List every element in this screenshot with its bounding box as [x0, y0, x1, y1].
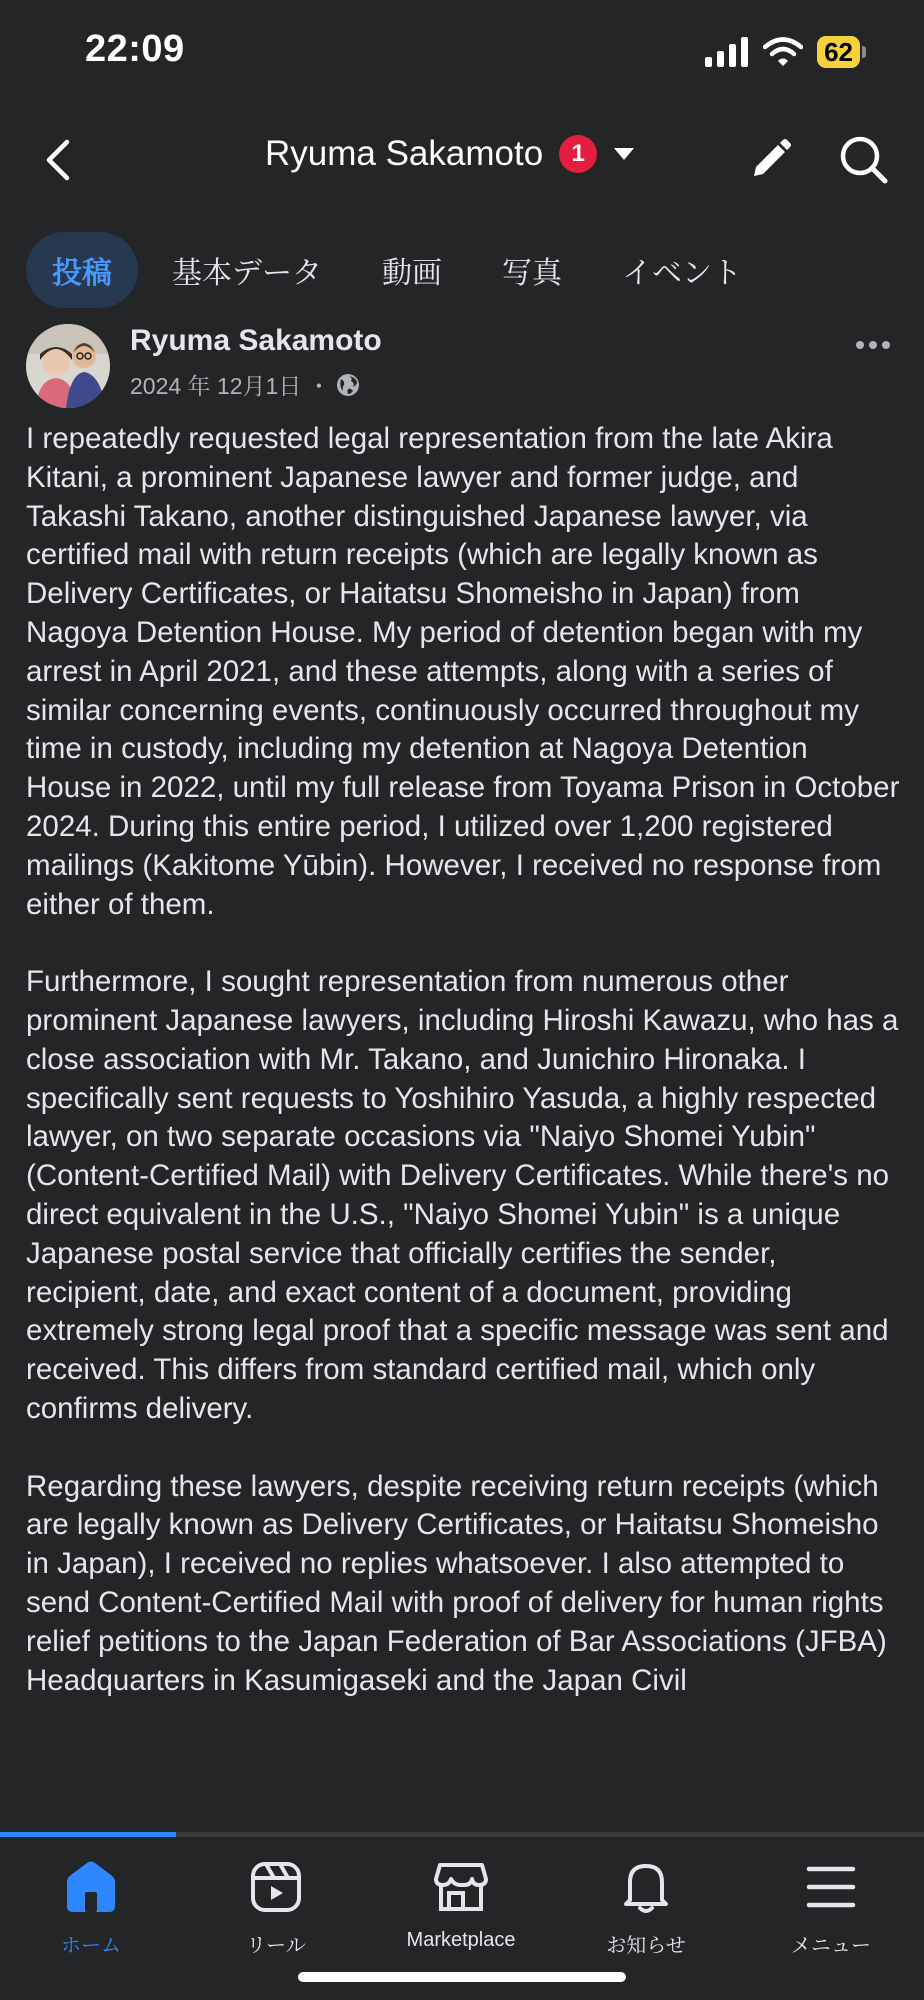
post-paragraph: I repeatedly requested legal representation from the late Akira Kitani, a prominent Japanese lawyer and former judge, and Takashi Takano, another distinguished Japanese lawyer, via certified mail with return receipts (which are legally known as Delivery Certificates, or Haitatsu Shomeisho in Japan) from Nagoya Detention House. My period of detention began with my arrest in April 2021, and these attempts, along with a series of similar concerning events, continuously occurred throughout my time in custody, including my detention at Nagoya Detention House in 2022, until my full release from Toyama Prison in October 2024. During this entire period, I utilized over 1,200 registered mailings (Kakitome Yūbin). However, I received no response from either of them.	[26, 422, 900, 921]
caret-down-icon	[613, 147, 635, 161]
post-date[interactable]: 2024 年 12月1日	[130, 373, 302, 399]
battery-tip	[862, 46, 866, 58]
meta-separator: ・	[307, 373, 331, 399]
edit-button[interactable]	[744, 134, 796, 186]
profile-tabs	[26, 232, 776, 308]
battery-indicator	[817, 36, 866, 68]
search-button[interactable]	[836, 132, 892, 188]
tab-posts[interactable]: 投稿	[26, 232, 138, 308]
post-body	[26, 420, 901, 1739]
home-indicator[interactable]	[298, 1972, 626, 1982]
status-time: 22:09	[85, 28, 185, 70]
tab-about[interactable]: 基本データ	[172, 257, 322, 290]
tab-events[interactable]: イベント	[622, 257, 742, 290]
nav-menu[interactable]	[746, 1855, 916, 1958]
nav-label: リール	[246, 1935, 306, 1957]
nav-marketplace[interactable]	[376, 1855, 546, 1952]
nav-reels[interactable]	[191, 1855, 361, 1958]
post-meta	[130, 368, 360, 401]
globe-icon	[336, 373, 360, 397]
home-icon	[59, 1855, 123, 1919]
status-icons	[705, 36, 866, 68]
wifi-icon	[763, 37, 803, 67]
profile-switcher[interactable]	[265, 134, 635, 174]
tab-photos[interactable]: 写真	[502, 257, 562, 290]
bell-icon	[614, 1855, 678, 1919]
post-paragraph: Furthermore, I sought representation from numerous other prominent Japanese lawyers, including Hiroshi Kawazu, who has a close association with Mr. Takano, and Junichiro Hironaka. I specifically sent requests to Yoshihiro Yasuda, a highly respected lawyer, on two separate occasions via "Naiyo Shomei Yubin" (Content-Certified Mail) with Delivery Certificates. While there's no direct equivalent in the U.S., "Naiyo Shomei Yubin" is a unique Japanese postal service that officially certifies the sender, recipient, date, and exact content of a document, providing extremely strong legal proof that a specific message was sent and received. This differs from standard certified mail, which only confirms delivery.	[26, 965, 899, 1425]
nav-notifications[interactable]	[561, 1855, 731, 1958]
avatar[interactable]	[26, 324, 110, 408]
pencil-icon	[748, 138, 792, 182]
header	[0, 110, 924, 210]
notification-badge: 1	[559, 135, 597, 173]
status-bar	[0, 0, 924, 110]
nav-label: お知らせ	[606, 1935, 686, 1957]
chevron-left-icon	[43, 138, 73, 182]
nav-label: ホーム	[61, 1935, 121, 1957]
more-horizontal-icon	[855, 340, 891, 350]
signal-icon	[705, 37, 749, 67]
post-author-name[interactable]: Ryuma Sakamoto	[130, 324, 382, 357]
nav-label: メニュー	[791, 1935, 871, 1957]
page-title: Ryuma Sakamoto	[265, 134, 544, 173]
marketplace-icon	[429, 1855, 493, 1919]
menu-icon	[799, 1855, 863, 1919]
back-button[interactable]	[30, 132, 86, 188]
nav-home[interactable]	[6, 1855, 176, 1958]
search-icon	[839, 135, 889, 185]
post-more-button[interactable]	[848, 330, 898, 360]
battery-level: 62	[817, 36, 860, 68]
avatar-photo-icon	[26, 324, 110, 408]
post-paragraph: Regarding these lawyers, despite receiving return receipts (which are legally known as Delivery Certificates, or Haitatsu Shomeisho in Japan), I received no replies whatsoever. I also attempted to send Content-Certified Mail with proof of delivery for human rights relief petitions to the Japan Federation of Bar Associations (JFBA) Headquarters in Kasumigaseki and the Japan Civil	[26, 1469, 887, 1697]
post-header	[26, 322, 898, 406]
tab-videos[interactable]: 動画	[382, 257, 442, 290]
reels-icon	[244, 1855, 308, 1919]
nav-label: Marketplace	[406, 1929, 516, 1951]
